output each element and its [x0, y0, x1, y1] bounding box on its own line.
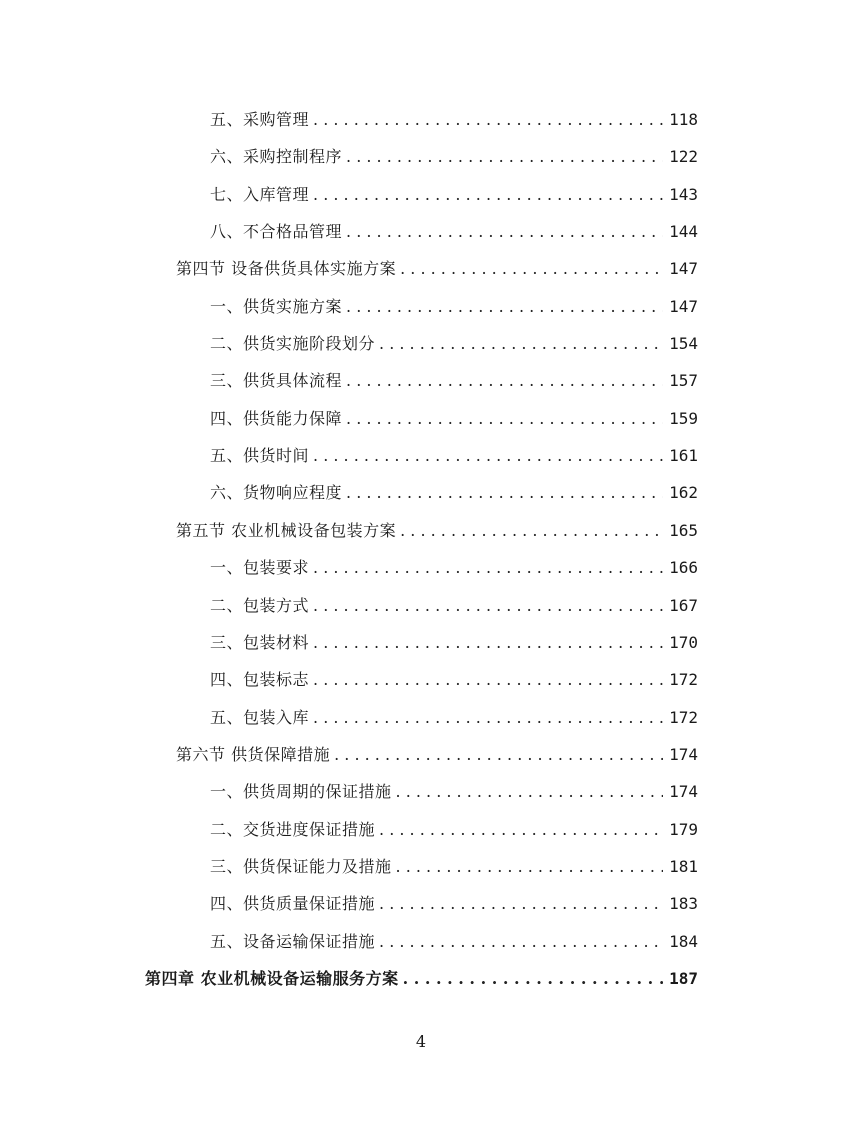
toc-entry-label: 五、包装入库 [210, 708, 310, 727]
toc-dot-leader [313, 553, 663, 583]
toc-entry-label: 一、供货实施方案 [210, 297, 343, 316]
toc-entry-page: 183 [669, 894, 698, 913]
toc-dot-leader [379, 889, 663, 919]
toc-entry-page: 147 [669, 297, 698, 316]
toc-entry[interactable] [210, 105, 698, 135]
toc-entry[interactable] [210, 591, 698, 621]
toc-entry[interactable] [210, 777, 698, 807]
toc-entry-label: 五、供货时间 [210, 446, 310, 465]
toc-section-entry[interactable] [176, 254, 698, 284]
toc-dot-leader [403, 964, 664, 994]
toc-dot-leader [400, 254, 663, 284]
toc-entry-page: 172 [669, 670, 698, 689]
toc-entry-label: 第六节 供货保障措施 [176, 745, 331, 764]
toc-entry-page: 118 [669, 110, 698, 129]
toc-entry-label: 第四章 农业机械设备运输服务方案 [145, 969, 399, 988]
toc-dot-leader [313, 105, 663, 135]
toc-entry-label: 四、供货质量保证措施 [210, 894, 376, 913]
toc-entry-label: 五、采购管理 [210, 110, 310, 129]
toc-entry-page: 184 [669, 932, 698, 951]
toc-entry[interactable] [210, 217, 698, 247]
toc-dot-leader [313, 628, 663, 658]
toc-entry-label: 六、采购控制程序 [210, 147, 343, 166]
toc-entry-label: 一、包装要求 [210, 558, 310, 577]
toc-entry[interactable] [210, 927, 698, 957]
toc-entry-page: 172 [669, 708, 698, 727]
toc-entry-label: 六、货物响应程度 [210, 483, 343, 502]
toc-entry-label: 第五节 农业机械设备包装方案 [176, 521, 397, 540]
toc-entry[interactable] [210, 441, 698, 471]
toc-dot-leader [346, 366, 663, 396]
toc-entry[interactable] [210, 404, 698, 434]
toc-entry[interactable] [210, 180, 698, 210]
toc-dot-leader [313, 180, 663, 210]
toc-entry-page: 154 [669, 334, 698, 353]
toc-entry[interactable] [210, 665, 698, 695]
toc-dot-leader [400, 516, 663, 546]
toc-entry-page: 170 [669, 633, 698, 652]
toc-dot-leader [346, 217, 663, 247]
toc-entry-page: 174 [669, 782, 698, 801]
toc-entry-page: 159 [669, 409, 698, 428]
toc-entry-label: 二、供货实施阶段划分 [210, 334, 376, 353]
toc-entry-page: 147 [669, 259, 698, 278]
toc-entry-page: 161 [669, 446, 698, 465]
toc-entry[interactable] [210, 553, 698, 583]
page-number: 4 [415, 1032, 427, 1051]
toc-entry-page: 179 [669, 820, 698, 839]
toc-entry-label: 三、包装材料 [210, 633, 310, 652]
toc-entry[interactable] [210, 478, 698, 508]
toc-entry-label: 五、设备运输保证措施 [210, 932, 376, 951]
toc-entry-label: 四、供货能力保障 [210, 409, 343, 428]
toc-dot-leader [379, 927, 663, 957]
toc-entry-label: 二、交货进度保证措施 [210, 820, 376, 839]
toc-entry-label: 四、包装标志 [210, 670, 310, 689]
toc-entry-page: 165 [669, 521, 698, 540]
toc-dot-leader [379, 329, 663, 359]
toc-entry[interactable] [210, 703, 698, 733]
toc-dot-leader [379, 815, 663, 845]
toc-dot-leader [396, 777, 664, 807]
toc-entry-page: 162 [669, 483, 698, 502]
toc-entry-label: 八、不合格品管理 [210, 222, 343, 241]
toc-entry-page: 167 [669, 596, 698, 615]
toc-dot-leader [334, 740, 663, 770]
toc-entry-label: 一、供货周期的保证措施 [210, 782, 392, 801]
toc-entry-page: 166 [669, 558, 698, 577]
toc-entry-label: 二、包装方式 [210, 596, 310, 615]
toc-entry-page: 122 [669, 147, 698, 166]
toc-dot-leader [313, 441, 663, 471]
toc-entry[interactable] [210, 628, 698, 658]
toc-section-entry[interactable] [176, 740, 698, 770]
toc-entry-label: 三、供货具体流程 [210, 371, 343, 390]
toc-dot-leader [313, 591, 663, 621]
toc-entry-label: 第四节 设备供货具体实施方案 [176, 259, 397, 278]
toc-entry-page: 181 [669, 857, 698, 876]
toc-entry[interactable] [210, 329, 698, 359]
toc-chapter-entry[interactable] [145, 964, 698, 994]
toc-entry[interactable] [210, 292, 698, 322]
toc-entry[interactable] [210, 815, 698, 845]
toc-dot-leader [346, 142, 663, 172]
toc-entry-label: 三、供货保证能力及措施 [210, 857, 392, 876]
toc-dot-leader [346, 292, 663, 322]
toc-entry-page: 144 [669, 222, 698, 241]
toc-entry[interactable] [210, 366, 698, 396]
toc-dot-leader [346, 478, 663, 508]
toc-entry-page: 143 [669, 185, 698, 204]
toc-entry[interactable] [210, 142, 698, 172]
toc-dot-leader [313, 703, 663, 733]
toc-entry-page: 174 [669, 745, 698, 764]
toc-entry-label: 七、入库管理 [210, 185, 310, 204]
toc-dot-leader [313, 665, 663, 695]
toc-entry-page: 157 [669, 371, 698, 390]
toc-entry[interactable] [210, 852, 698, 882]
toc-dot-leader [346, 404, 663, 434]
toc-dot-leader [396, 852, 664, 882]
toc-section-entry[interactable] [176, 516, 698, 546]
toc-entry-page: 187 [669, 969, 698, 988]
toc-entry[interactable] [210, 889, 698, 919]
